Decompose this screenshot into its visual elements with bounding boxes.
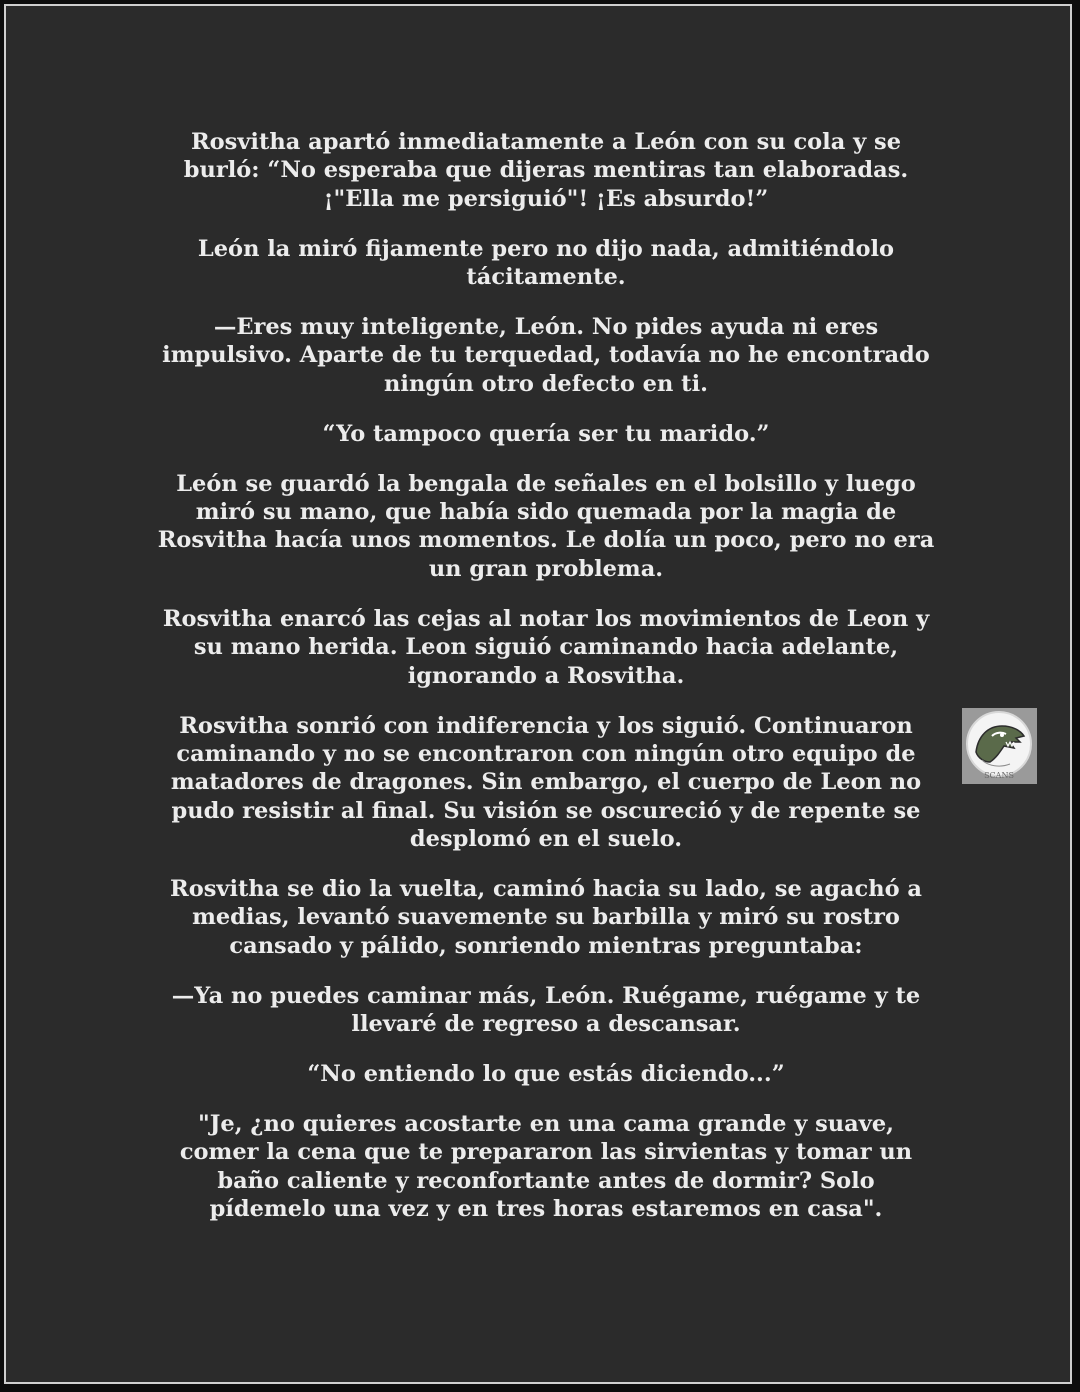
paragraph: Rosvitha apartó inmediatamente a León con su cola y se burló: “No esperaba que dijeras mentiras tan elaboradas. ¡"Ella me persiguió"! ¡Es absurdo!” <box>183 129 909 212</box>
paragraph: León se guardó la bengala de señales en el bolsillo y luego miró su mano, que había sido quemada por la magia de Rosvitha hacía unos momentos. Le dolía un poco, pero no era un gran problema. <box>157 470 935 582</box>
paragraph: Rosvitha enarcó las cejas al notar los movimientos de Leon y su mano herida. Leon siguió caminando hacia adelante, ignorando a Rosvitha. <box>162 605 930 689</box>
paragraph: “Yo tampoco quería ser tu marido.” <box>322 420 770 447</box>
watermark-text: SCANS <box>984 771 1014 780</box>
page-panel <box>4 4 1072 1384</box>
paragraph: —Eres muy inteligente, León. No pides ayuda ni eres impulsivo. Aparte de tu terquedad, todavía no he encontrado ningún otro defecto en ti. <box>162 314 930 397</box>
paragraph: —Ya no puedes caminar más, León. Ruégame, ruégame y te llevaré de regreso a descansar. <box>171 982 921 1038</box>
paragraph: “No entiendo lo que estás diciendo...” <box>307 1061 785 1088</box>
paragraph: Rosvitha se dio la vuelta, caminó hacia su lado, se agachó a medias, levantó suavemente su barbilla y miró su rostro cansado y pálido, sonriendo mientras preguntaba: <box>170 876 922 959</box>
story-text <box>156 128 936 1245</box>
paragraph: "Je, ¿no quieres acostarte en una cama grande y suave, comer la cena que te prepararon las sirvientas y tomar un baño caliente y reconfortante antes de dormir? Solo pídemelo una vez y en tres horas estaremos en casa". <box>179 1110 913 1223</box>
dragon-head-logo-icon <box>962 708 1037 784</box>
paragraph: Rosvitha sonrió con indiferencia y los siguió. Continuaron caminando y no se encontraron con ningún otro equipo de matadores de dragones. Sin embargo, el cuerpo de Leon no pudo resistir al final. Su visión se oscureció y de repente se desplomó en el suelo. <box>170 712 922 853</box>
scans-watermark-logo <box>962 708 1037 784</box>
paragraph: León la miró fijamente pero no dijo nada, admitiéndolo tácitamente. <box>197 235 895 291</box>
